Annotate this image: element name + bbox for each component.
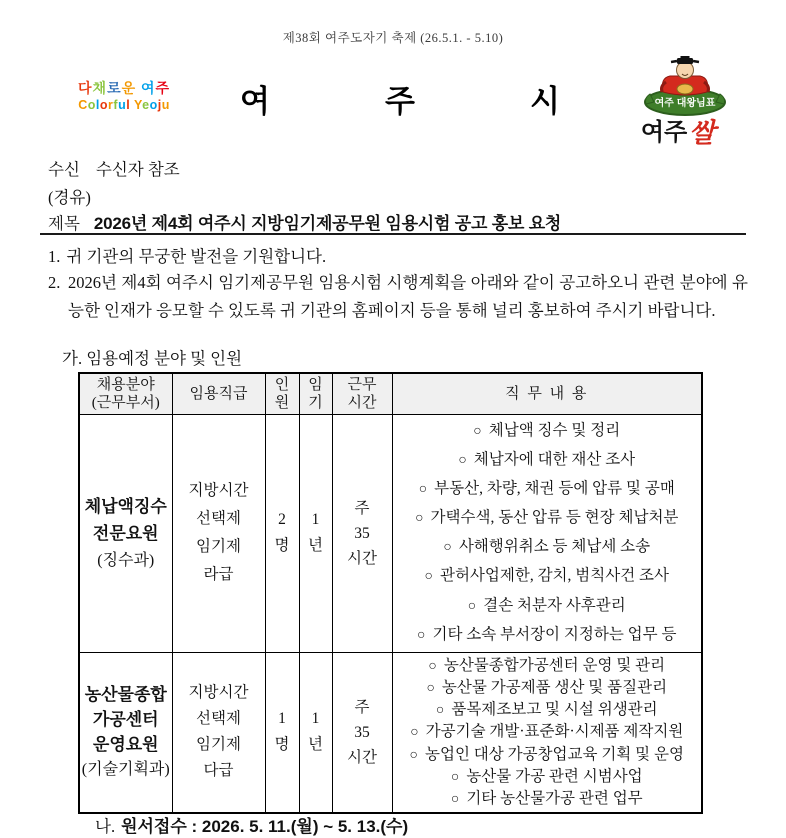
duty-bullet-icon: ○ <box>450 791 460 807</box>
duty-bullet-icon: ○ <box>435 703 445 719</box>
header-divider <box>40 233 746 235</box>
duty-item: ○ 농산물종합가공센터 운영 및 관리 <box>428 656 666 674</box>
row2-duties-cell <box>392 652 702 813</box>
mascot-banner-text: 여주 대왕님표 <box>654 98 716 109</box>
subject-text: 2026년 제4회 여주시 지방임기제공무원 임용시험 공고 홍보 요청 <box>93 214 562 233</box>
row1-term-cell: 1 년 <box>299 415 332 653</box>
table-header-row <box>79 373 702 415</box>
subject-line <box>48 209 561 234</box>
duty-item: ○ 기타 소속 부서장이 지정하는 업무 등 <box>417 625 677 643</box>
paragraph-1-number: 1. <box>48 247 61 266</box>
row1-field-cell: 체납액징수 전문요원 (징수과) <box>79 415 172 653</box>
via-line: (경유) <box>48 188 91 207</box>
duty-bullet-icon: ○ <box>415 511 424 527</box>
section-b-text: 원서접수 : 2026. 5. 11.(월) ~ 5. 13.(수) <box>121 817 409 836</box>
city-title-char-2: 주 <box>385 84 415 119</box>
header-term: 임 기 <box>299 373 332 415</box>
duty-bullet-icon: ○ <box>410 725 419 741</box>
duty-item: ○ 가택수색, 동산 압류 등 현장 체납처분 <box>415 509 679 527</box>
duty-bullet-icon: ○ <box>473 424 482 439</box>
row2-field-cell: 농산물종합 가공센터 운영요원 (기술기획과) <box>79 652 172 813</box>
row2-hours-cell: 주 35 시간 <box>332 652 392 813</box>
duty-bullet-icon: ○ <box>409 747 418 763</box>
duty-item: ○ 사해행위취소 등 체납세 소송 <box>443 538 651 556</box>
duty-item: ○ 기타 농산물가공 관련 업무 <box>450 789 643 807</box>
header-count: 인 원 <box>265 373 299 415</box>
header-grade: 임용직급 <box>172 373 265 415</box>
mascot-brand-yeoju: 여주 <box>640 119 688 146</box>
colorful-yeoju-logo-korean: 다채로운 여주 <box>78 80 171 96</box>
duty-bullet-icon: ○ <box>424 569 433 585</box>
row2-term-cell: 1 년 <box>299 652 332 813</box>
row1-count-cell: 2 명 <box>265 415 299 653</box>
mascot-brand-rice: 쌀 <box>688 118 716 148</box>
recipient-label: 수신 <box>48 160 80 179</box>
subject-label: 제목 <box>48 214 80 233</box>
paragraph-1-text: 귀 기관의 무궁한 발전을 기원합니다. <box>66 247 327 266</box>
duty-bullet-icon: ○ <box>417 627 426 643</box>
colorful-yeoju-logo-english: Colorful Yeoju <box>78 97 170 112</box>
city-title-char-3: 시 <box>530 84 560 119</box>
city-title <box>240 76 560 121</box>
duty-item: ○ 농산물 가공 관련 시범사업 <box>450 767 643 785</box>
duty-item: ○ 관허사업제한, 감치, 범칙사건 조사 <box>424 567 669 585</box>
paragraph-2-text: 2026년 제4회 여주시 임기제공무원 임용시험 시행계획을 아래와 같이 공고하오니 관련 분야에 유능한 인재가 응모할 수 있도록 귀 기관의 홈페이지 등을 통해 널리 홍보하여 주시기 바랍니다. <box>68 273 748 320</box>
paragraph-2-number: 2. <box>48 273 61 292</box>
section-a-heading: 가. 임용예정 분야 및 인원 <box>62 349 243 368</box>
city-title-char-1: 여 <box>240 84 270 119</box>
duty-item: ○ 농산물 가공제품 생산 및 품질관리 <box>426 678 668 696</box>
table-row-tax-collection <box>79 415 702 653</box>
row1-grade-cell: 지방시간 선택제 임기제 라급 <box>172 415 265 653</box>
yeoju-rice-mascot-icon <box>630 56 740 152</box>
duty-bullet-icon: ○ <box>458 453 467 469</box>
duty-item: ○ 결손 처분자 사후관리 <box>467 596 626 614</box>
paragraph-2 <box>48 269 748 324</box>
duty-item: ○ 체납액 징수 및 정리 <box>473 422 621 439</box>
recruitment-table <box>78 372 703 814</box>
row1-duties-cell <box>392 415 702 653</box>
header-duties: 직 무 내 용 <box>392 373 702 415</box>
recipient-value: 수신자 참조 <box>95 160 180 179</box>
duty-bullet-icon: ○ <box>426 680 435 696</box>
duty-bullet-icon: ○ <box>450 769 460 785</box>
header-field: 채용분야 (근무부서) <box>79 373 172 415</box>
section-b-label: 나. <box>95 817 116 836</box>
duty-item: ○ 품목제조보고 및 시설 위생관리 <box>435 701 658 719</box>
duty-bullet-icon: ○ <box>428 658 437 674</box>
recipient-line <box>48 156 180 180</box>
row2-grade-cell: 지방시간 선택제 임기제 다급 <box>172 652 265 813</box>
duty-bullet-icon: ○ <box>443 540 452 556</box>
duty-item: ○ 가공기술 개발·표준화·시제품 제작지원 <box>410 723 684 741</box>
paragraph-1 <box>48 243 326 267</box>
section-b-heading <box>95 812 408 837</box>
duty-item: ○ 체납자에 대한 재산 조사 <box>458 451 636 469</box>
table-row-processing-center <box>79 652 702 813</box>
duty-item: ○ 부동산, 차량, 채권 등에 압류 및 공매 <box>418 480 675 498</box>
yeoju-rice-mascot-logo <box>630 56 740 152</box>
row1-hours-cell: 주 35 시간 <box>332 415 392 653</box>
header-hours: 근무 시간 <box>332 373 392 415</box>
row2-count-cell: 1 명 <box>265 652 299 813</box>
duty-bullet-icon: ○ <box>418 482 428 498</box>
colorful-yeoju-logo <box>78 80 170 113</box>
duty-bullet-icon: ○ <box>467 598 477 614</box>
festival-caption: 제38회 여주도자기 축제 (26.5.1. - 5.10) <box>282 31 504 45</box>
duty-item: ○ 농업인 대상 가공창업교육 기획 및 운영 <box>409 745 684 763</box>
